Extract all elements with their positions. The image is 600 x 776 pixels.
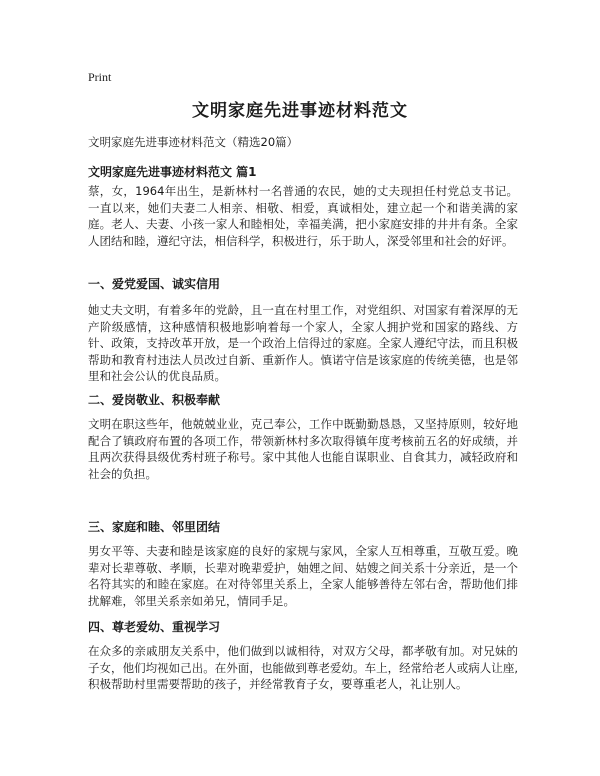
section-body-3: 男女平等、夫妻和睦是该家庭的良好的家规与家风，全家人互相尊重，互敬互爱。晚辈对长辈尊敬、孝顺，长辈对晚辈爱护，妯娌之间、姑嫂之间关系十分亲近，是一个名符其实的和睦在家庭。在对待邻里关系上，全家人能够善待左邻右舍，帮助他们排扰解难，邻里关系亲如弟兄，情同手足。	[88, 544, 518, 608]
section-heading-1: 一、爱党爱国、诚实信用	[88, 277, 221, 291]
print-link[interactable]: Print	[88, 70, 112, 84]
article-heading: 文明家庭先进事迹材料范文 篇1	[88, 165, 257, 179]
section-body-2: 文明在职这些年，他兢兢业业，克己奉公，工作中既勤勤恳恳，又坚持原则，较好地配合了镇政府布置的各项工作，带领新林村多次取得镇年度考核前五名的好成绩，并且两次获得县级优秀村班子称号。家中其他人也能自谋职业、自食其力，减轻政府和社会的负担。	[88, 417, 518, 481]
section-heading-4: 四、尊老爱幼、重视学习	[88, 620, 221, 634]
section-body-4: 在众多的亲戚朋友关系中，他们做到以诚相待，对双方父母，都孝敬有加。对兄妹的子女，他们均视如己出。在外面，也能做到尊老爱幼。车上，经常给老人或病人让座,积极帮助村里需要帮助的孩子，并经常教育子女，要尊重老人，礼让别人。	[88, 644, 518, 691]
document-subtitle: 文明家庭先进事迹材料范文（精选20篇）	[88, 135, 299, 149]
section-heading-2: 二、爱岗敬业、积极奉献	[88, 393, 221, 407]
intro-paragraph: 蔡，女，1964年出生，是新林村一名普通的农民，她的丈夫现担任村党总支书记。一直以来，她们夫妻二人相亲、相敬、相爱，真诚相处，建立起一个和谐美满的家庭。老人、夫妻、小孩一家人和睦相处，幸福美满，把小家庭安排的井井有条。全家人团结和睦，遵纪守法，相信科学，积极进行，乐于助人，深受邻里和社会的好评。	[88, 184, 518, 248]
document-title: 文明家庭先进事迹材料范文	[192, 101, 408, 121]
section-body-1: 她丈夫文明，有着多年的党龄，且一直在村里工作，对党组织、对国家有着深厚的无产阶级感情，这种感情积极地影响着每一个家人，全家人拥护党和国家的路线、方针、政策，支持改革开放，是一个政治上信得过的家庭。全家人遵纪守法，而且积极帮助和教育村违法人员改过自新、重新作人。慎诺守信是该家庭的传统美德，也是邻里和社会公认的优良品质。	[88, 303, 518, 383]
section-heading-3: 三、家庭和睦、邻里团结	[88, 520, 221, 534]
